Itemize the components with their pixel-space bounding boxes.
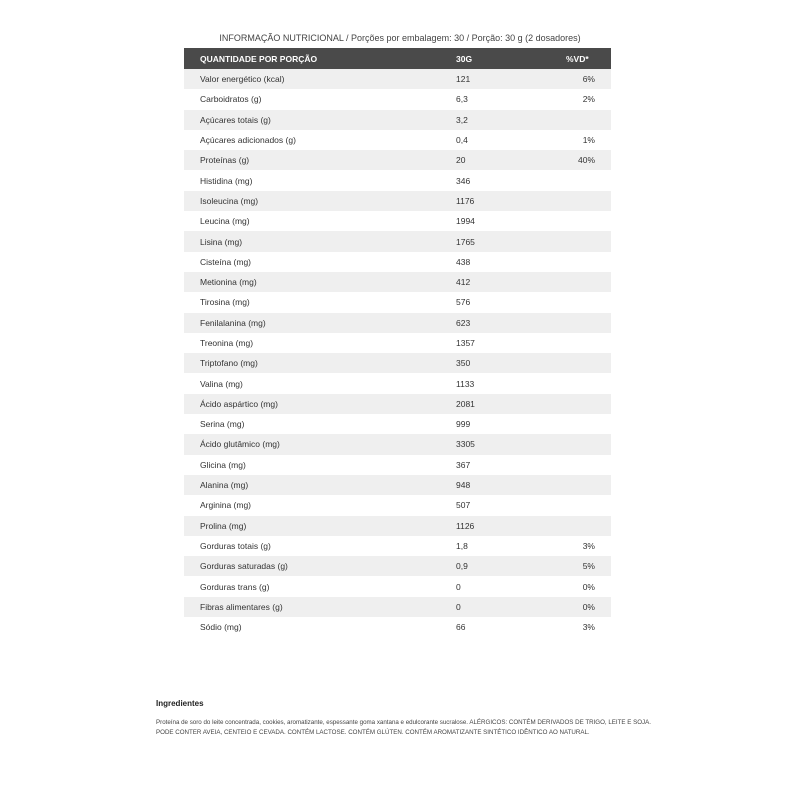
table-row	[184, 252, 611, 272]
ingredients-title: Ingredientes	[156, 699, 204, 708]
nutrient-amount: 121	[456, 69, 566, 89]
nutrient-daily-value	[566, 292, 611, 312]
table-row	[184, 597, 611, 617]
nutrient-daily-value	[566, 313, 611, 333]
nutrient-daily-value	[566, 516, 611, 536]
nutrient-daily-value	[566, 231, 611, 251]
nutrient-daily-value	[566, 434, 611, 454]
nutrient-name: Proteínas (g)	[184, 150, 456, 170]
nutrient-name: Sódio (mg)	[184, 617, 456, 637]
ingredients-text: Proteína de soro do leite concentrada, cookies, aromatizante, espessante goma xantana e edulcorante sucralose. ALÉRGICOS: CONTÉM DERIVADOS DE TRIGO, LEITE E SOJA. PODE CONTER AVEIA, CENTEIO E CEVADA. CONTÉM LACTOSE. CONTÉM GLÚTEN. CONTÉM AROMATIZANTE SINTÉTICO IDÊNTICO AO NATURAL.	[156, 719, 651, 736]
nutrient-name: Valina (mg)	[184, 373, 456, 393]
nutrient-daily-value: 5%	[566, 556, 611, 576]
nutrient-amount: 576	[456, 292, 566, 312]
header-quantity: QUANTIDADE POR PORÇÃO	[184, 48, 456, 69]
nutrient-name: Triptofano (mg)	[184, 353, 456, 373]
nutrient-name: Metionina (mg)	[184, 272, 456, 292]
nutrient-daily-value	[566, 110, 611, 130]
nutrient-daily-value: 3%	[566, 536, 611, 556]
nutrient-amount: 0,4	[456, 130, 566, 150]
nutrient-amount: 3,2	[456, 110, 566, 130]
header-daily-value: %VD*	[566, 48, 611, 69]
table-row	[184, 292, 611, 312]
table-caption: INFORMAÇÃO NUTRICIONAL / Porções por embalagem: 30 / Porção: 30 g (2 dosadores)	[219, 33, 581, 43]
nutrient-amount: 948	[456, 475, 566, 495]
nutrient-amount: 1176	[456, 191, 566, 211]
table-row	[184, 617, 611, 637]
nutrient-daily-value: 3%	[566, 617, 611, 637]
table-row	[184, 556, 611, 576]
nutrient-name: Valor energético (kcal)	[184, 69, 456, 89]
nutrient-name: Tirosina (mg)	[184, 292, 456, 312]
nutrient-daily-value	[566, 394, 611, 414]
nutrient-amount: 0,9	[456, 556, 566, 576]
table-row	[184, 110, 611, 130]
nutrient-name: Glicina (mg)	[184, 455, 456, 475]
nutrient-amount: 999	[456, 414, 566, 434]
nutrient-daily-value: 0%	[566, 576, 611, 596]
nutrient-name: Gorduras trans (g)	[184, 576, 456, 596]
nutrient-amount: 346	[456, 170, 566, 190]
table-row	[184, 516, 611, 536]
nutrient-amount: 1357	[456, 333, 566, 353]
table-row	[184, 89, 611, 109]
nutrient-amount: 66	[456, 617, 566, 637]
table-row	[184, 455, 611, 475]
nutrition-table	[184, 48, 611, 637]
nutrient-amount: 1765	[456, 231, 566, 251]
nutrient-name: Gorduras totais (g)	[184, 536, 456, 556]
nutrient-name: Serina (mg)	[184, 414, 456, 434]
table-row	[184, 576, 611, 596]
table-row	[184, 231, 611, 251]
nutrient-daily-value	[566, 333, 611, 353]
nutrient-daily-value	[566, 475, 611, 495]
nutrient-daily-value: 40%	[566, 150, 611, 170]
table-row	[184, 353, 611, 373]
nutrient-name: Açúcares adicionados (g)	[184, 130, 456, 150]
nutrient-amount: 1133	[456, 373, 566, 393]
nutrient-amount: 20	[456, 150, 566, 170]
nutrient-name: Fenilalanina (mg)	[184, 313, 456, 333]
nutrient-daily-value	[566, 191, 611, 211]
nutrient-daily-value: 6%	[566, 69, 611, 89]
nutrient-amount: 412	[456, 272, 566, 292]
nutrient-daily-value	[566, 495, 611, 515]
table-row	[184, 69, 611, 89]
nutrient-name: Prolina (mg)	[184, 516, 456, 536]
table-row	[184, 475, 611, 495]
nutrient-name: Ácido glutâmico (mg)	[184, 434, 456, 454]
nutrient-amount: 367	[456, 455, 566, 475]
nutrient-daily-value	[566, 353, 611, 373]
nutrient-amount: 2081	[456, 394, 566, 414]
nutrient-daily-value: 1%	[566, 130, 611, 150]
nutrient-amount: 350	[456, 353, 566, 373]
nutrient-amount: 3305	[456, 434, 566, 454]
table-row	[184, 495, 611, 515]
nutrient-name: Alanina (mg)	[184, 475, 456, 495]
nutrient-name: Lisina (mg)	[184, 231, 456, 251]
nutrient-amount: 0	[456, 597, 566, 617]
nutrient-name: Histidina (mg)	[184, 170, 456, 190]
nutrient-amount: 623	[456, 313, 566, 333]
table-row	[184, 313, 611, 333]
nutrient-name: Fibras alimentares (g)	[184, 597, 456, 617]
nutrient-daily-value	[566, 373, 611, 393]
nutrient-daily-value	[566, 170, 611, 190]
table-row	[184, 333, 611, 353]
nutrient-name: Carboidratos (g)	[184, 89, 456, 109]
table-row	[184, 394, 611, 414]
nutrient-name: Arginina (mg)	[184, 495, 456, 515]
nutrient-name: Isoleucina (mg)	[184, 191, 456, 211]
table-row	[184, 536, 611, 556]
nutrient-daily-value	[566, 252, 611, 272]
nutrient-daily-value	[566, 272, 611, 292]
nutrient-name: Leucina (mg)	[184, 211, 456, 231]
nutrient-daily-value	[566, 211, 611, 231]
nutrient-daily-value: 0%	[566, 597, 611, 617]
nutrient-amount: 1994	[456, 211, 566, 231]
table-row	[184, 211, 611, 231]
table-row	[184, 150, 611, 170]
header-serving: 30G	[456, 48, 566, 69]
table-row	[184, 191, 611, 211]
nutrient-name: Ácido aspártico (mg)	[184, 394, 456, 414]
table-row	[184, 170, 611, 190]
nutrient-amount: 1126	[456, 516, 566, 536]
nutrient-name: Treonina (mg)	[184, 333, 456, 353]
nutrient-daily-value	[566, 414, 611, 434]
nutrient-amount: 1,8	[456, 536, 566, 556]
table-body	[184, 69, 611, 637]
nutrient-name: Açúcares totais (g)	[184, 110, 456, 130]
table-row	[184, 272, 611, 292]
nutrient-daily-value	[566, 455, 611, 475]
nutrient-name: Cisteína (mg)	[184, 252, 456, 272]
table-row	[184, 373, 611, 393]
nutrient-amount: 438	[456, 252, 566, 272]
table-header-row	[184, 48, 611, 69]
nutrient-amount: 507	[456, 495, 566, 515]
nutrient-amount: 6,3	[456, 89, 566, 109]
table-row	[184, 130, 611, 150]
table-row	[184, 434, 611, 454]
nutrient-amount: 0	[456, 576, 566, 596]
nutrient-daily-value: 2%	[566, 89, 611, 109]
table-row	[184, 414, 611, 434]
nutrient-name: Gorduras saturadas (g)	[184, 556, 456, 576]
